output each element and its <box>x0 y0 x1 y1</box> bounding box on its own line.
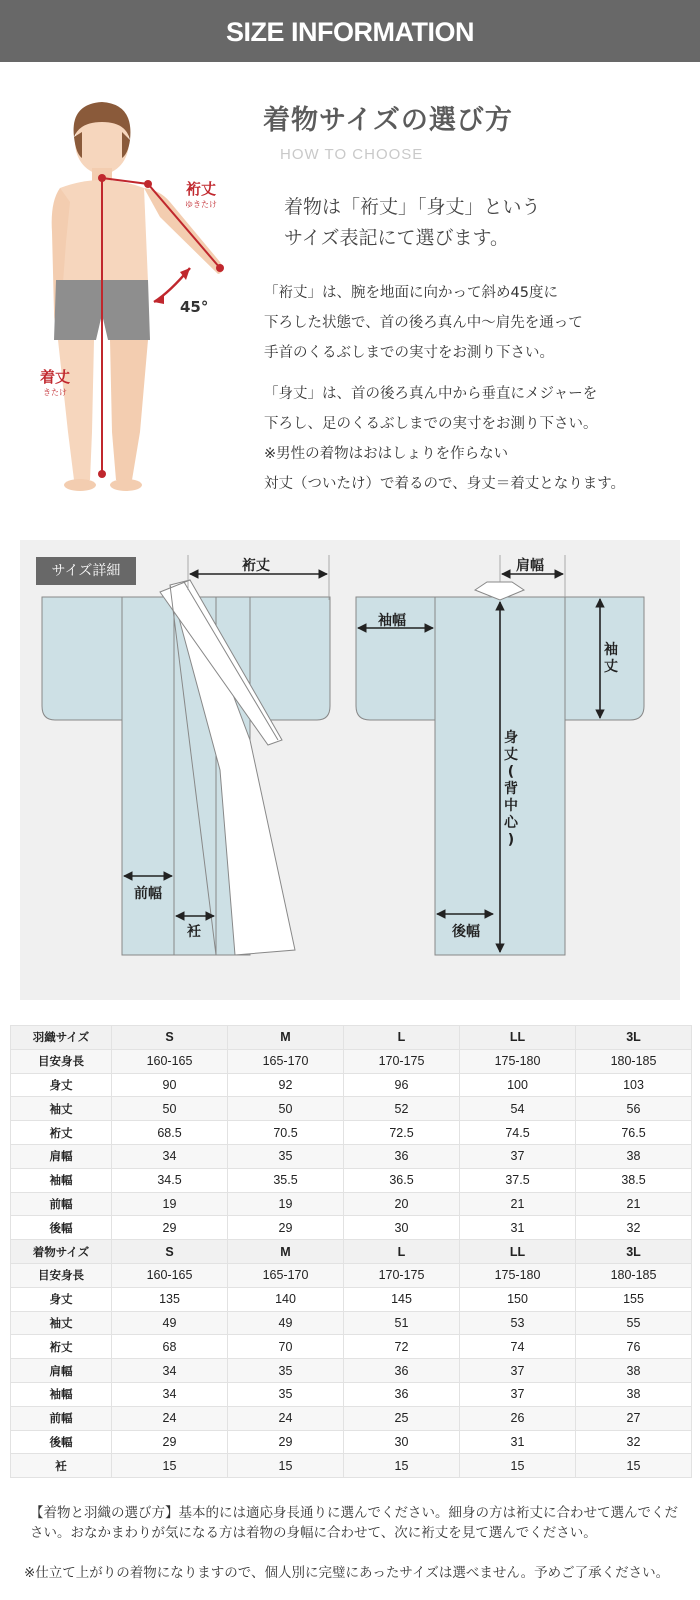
row-label: 身丈 <box>11 1287 112 1311</box>
table-cell: 30 <box>344 1430 460 1454</box>
table-cell: 68.5 <box>112 1121 228 1145</box>
table-cell: 165-170 <box>228 1263 344 1287</box>
table-cell: 38 <box>576 1144 692 1168</box>
table-cell: 49 <box>112 1311 228 1335</box>
table-cell: 180-185 <box>576 1263 692 1287</box>
table-cell: 36 <box>344 1359 460 1383</box>
table-cell: 19 <box>228 1192 344 1216</box>
table-cell: 155 <box>576 1287 692 1311</box>
table-cell: 35.5 <box>228 1168 344 1192</box>
row-label: 肩幅 <box>11 1359 112 1383</box>
table-cell: 15 <box>344 1454 460 1478</box>
table-cell: 29 <box>112 1430 228 1454</box>
row-label: 裄丈 <box>11 1121 112 1145</box>
table-cell: 37 <box>460 1359 576 1383</box>
table-row <box>11 1430 692 1454</box>
yuki-description <box>264 278 583 368</box>
table-cell: LL <box>460 1240 576 1264</box>
table-cell: 34.5 <box>112 1168 228 1192</box>
table-row <box>11 1144 692 1168</box>
row-label: 身丈 <box>11 1073 112 1097</box>
size-detail-tag: サイズ詳細 <box>36 557 136 585</box>
table-cell: 170-175 <box>344 1263 460 1287</box>
mitake-char: 丈 <box>504 747 518 763</box>
table-cell: 15 <box>576 1454 692 1478</box>
mitake-char: 中 <box>504 798 518 814</box>
row-label: 裄丈 <box>11 1335 112 1359</box>
table-cell: 38 <box>576 1382 692 1406</box>
row-label: 肩幅 <box>11 1144 112 1168</box>
table-cell: 160-165 <box>112 1049 228 1073</box>
table-cell: 34 <box>112 1359 228 1383</box>
katahaba-label: 肩幅 <box>516 558 544 574</box>
table-cell: S <box>112 1026 228 1050</box>
mitake-char: 心 <box>504 815 518 831</box>
mitake-char: 身 <box>504 730 518 746</box>
table-cell: 31 <box>460 1430 576 1454</box>
table-row <box>11 1097 692 1121</box>
table-cell: 29 <box>228 1430 344 1454</box>
table-cell: 32 <box>576 1216 692 1240</box>
header-title: SIZE INFORMATION <box>226 17 474 47</box>
section-subtitle: HOW TO CHOOSE <box>280 146 424 163</box>
table-cell: LL <box>460 1026 576 1050</box>
table-cell: 165-170 <box>228 1049 344 1073</box>
table-cell: 3L <box>576 1026 692 1050</box>
para-line: 手首のくるぶしまでの実寸をお測り下さい。 <box>264 345 554 361</box>
kimono-header-row <box>11 1240 692 1264</box>
para-line: ※男性の着物はおはしょりを作らない <box>264 446 509 462</box>
row-label: 袖丈 <box>11 1097 112 1121</box>
sodehaba-label: 袖幅 <box>378 613 406 629</box>
row-label: 前幅 <box>11 1192 112 1216</box>
table-cell: 74 <box>460 1335 576 1359</box>
table-cell: 20 <box>344 1192 460 1216</box>
table-cell: 15 <box>460 1454 576 1478</box>
table-cell: 92 <box>228 1073 344 1097</box>
table-row <box>11 1216 692 1240</box>
kimono-front <box>42 580 330 955</box>
mitake-label <box>503 730 519 849</box>
table-cell: 31 <box>460 1216 576 1240</box>
kimono-diagram <box>20 540 680 1000</box>
table-cell: 35 <box>228 1359 344 1383</box>
table-cell: 103 <box>576 1073 692 1097</box>
table-cell: 96 <box>344 1073 460 1097</box>
table-cell: 51 <box>344 1311 460 1335</box>
table-row <box>11 1406 692 1430</box>
table-cell: 24 <box>228 1406 344 1430</box>
mitake-char: ( <box>507 764 515 780</box>
table-cell: L <box>344 1240 460 1264</box>
table-cell: 72.5 <box>344 1121 460 1145</box>
kitake-label-group <box>40 366 70 398</box>
table-cell: 145 <box>344 1287 460 1311</box>
ushirohaba-label: 後幅 <box>452 924 480 940</box>
kitake-reading: きたけ <box>43 388 67 397</box>
table-row <box>11 1454 692 1478</box>
kitake-label: 着丈 <box>40 368 71 386</box>
table-cell: 76 <box>576 1335 692 1359</box>
table-cell: 36.5 <box>344 1168 460 1192</box>
table-cell: 3L <box>576 1240 692 1264</box>
table-cell: 15 <box>228 1454 344 1478</box>
table-cell: M <box>228 1240 344 1264</box>
table-row <box>11 1049 692 1073</box>
lead-line: 着物は「裄丈」「身丈」という <box>284 196 541 218</box>
table-cell: 37 <box>460 1382 576 1406</box>
table-cell: 19 <box>112 1192 228 1216</box>
row-label: 衽 <box>11 1454 112 1478</box>
row-label: 目安身長 <box>11 1263 112 1287</box>
sodetake-label: 袖丈 <box>604 642 618 675</box>
table-row <box>11 1382 692 1406</box>
table-cell: 170-175 <box>344 1049 460 1073</box>
table-cell: 100 <box>460 1073 576 1097</box>
table-cell: 34 <box>112 1382 228 1406</box>
table-cell: 37 <box>460 1144 576 1168</box>
table-row <box>11 1335 692 1359</box>
table-cell: 72 <box>344 1335 460 1359</box>
table-cell: 175-180 <box>460 1049 576 1073</box>
table-cell: L <box>344 1026 460 1050</box>
table-cell: 25 <box>344 1406 460 1430</box>
row-label: 後幅 <box>11 1430 112 1454</box>
table-row <box>11 1311 692 1335</box>
size-table <box>10 1025 692 1478</box>
table-cell: 36 <box>344 1382 460 1406</box>
table-cell: 70 <box>228 1335 344 1359</box>
row-label: 後幅 <box>11 1216 112 1240</box>
row-label: 目安身長 <box>11 1049 112 1073</box>
table-cell: 70.5 <box>228 1121 344 1145</box>
table-row <box>11 1263 692 1287</box>
front-yuki-label: 裄丈 <box>242 558 270 574</box>
table-cell: 29 <box>228 1216 344 1240</box>
table-cell: 15 <box>112 1454 228 1478</box>
row-label: 羽織サイズ <box>11 1026 112 1050</box>
para-line: 下ろし、足のくるぶしまでの実寸をお測り下さい。 <box>264 416 598 432</box>
table-cell: 35 <box>228 1382 344 1406</box>
table-cell: 38.5 <box>576 1168 692 1192</box>
mitake-description <box>264 379 625 499</box>
para-line: 「裄丈」は、腕を地面に向かって斜め45度に <box>264 285 558 301</box>
haori-header-row <box>11 1026 692 1050</box>
table-cell: 90 <box>112 1073 228 1097</box>
table-cell: 53 <box>460 1311 576 1335</box>
yuki-label-group <box>185 178 217 210</box>
row-label: 前幅 <box>11 1406 112 1430</box>
table-row <box>11 1192 692 1216</box>
table-cell: 50 <box>112 1097 228 1121</box>
table-cell: 150 <box>460 1287 576 1311</box>
yuki-reading: ゆきたけ <box>185 200 217 209</box>
mitake-char: ) <box>507 832 515 848</box>
table-row <box>11 1073 692 1097</box>
table-cell: 32 <box>576 1430 692 1454</box>
row-label: 袖丈 <box>11 1311 112 1335</box>
table-cell: 140 <box>228 1287 344 1311</box>
page-header <box>0 0 700 62</box>
lead-text <box>284 192 541 254</box>
table-cell: 26 <box>460 1406 576 1430</box>
row-label: 袖幅 <box>11 1168 112 1192</box>
row-label: 袖幅 <box>11 1382 112 1406</box>
section-title: 着物サイズの選び方 <box>263 105 513 136</box>
table-cell: 37.5 <box>460 1168 576 1192</box>
mitake-char: 背 <box>504 781 518 797</box>
table-cell: 29 <box>112 1216 228 1240</box>
table-row <box>11 1168 692 1192</box>
table-cell: 54 <box>460 1097 576 1121</box>
table-cell: 175-180 <box>460 1263 576 1287</box>
table-cell: 21 <box>460 1192 576 1216</box>
table-row <box>11 1121 692 1145</box>
table-cell: 24 <box>112 1406 228 1430</box>
maehaba-label: 前幅 <box>134 886 162 902</box>
table-cell: 180-185 <box>576 1049 692 1073</box>
okumi-label: 衽 <box>187 924 201 940</box>
angle-label: 45° <box>180 298 209 316</box>
table-cell: 135 <box>112 1287 228 1311</box>
yuki-label: 裄丈 <box>185 180 216 198</box>
table-cell: 35 <box>228 1144 344 1168</box>
row-label: 着物サイズ <box>11 1240 112 1264</box>
disclaimer-note: ※仕立て上がりの着物になりますので、個人別に完璧にあったサイズは選べません。予めご了承ください。 <box>24 1565 670 1581</box>
table-cell: 38 <box>576 1359 692 1383</box>
para-line: 下ろした状態で、首の後ろ真ん中～肩先を通って <box>264 315 583 331</box>
table-cell: 52 <box>344 1097 460 1121</box>
table-row <box>11 1359 692 1383</box>
table-cell: 50 <box>228 1097 344 1121</box>
para-line: 対丈（ついたけ）で着るので、身丈＝着丈となります。 <box>264 476 626 492</box>
table-cell: 49 <box>228 1311 344 1335</box>
table-cell: S <box>112 1240 228 1264</box>
table-cell: 27 <box>576 1406 692 1430</box>
table-cell: 76.5 <box>576 1121 692 1145</box>
lead-line: サイズ表記にて選びます。 <box>284 227 509 249</box>
table-cell: 160-165 <box>112 1263 228 1287</box>
table-cell: 30 <box>344 1216 460 1240</box>
para-line: 「身丈」は、首の後ろ真ん中から垂直にメジャーを <box>264 386 598 402</box>
table-cell: 56 <box>576 1097 692 1121</box>
choose-note: 【着物と羽織の選び方】基本的には適応身長通りに選んでください。細身の方は裄丈に合わせて選んでください。おなかまわりが気になる方は着物の身幅に合わせて、次に裄丈を見て選んでください。 <box>30 1505 678 1541</box>
table-cell: 21 <box>576 1192 692 1216</box>
table-cell: 74.5 <box>460 1121 576 1145</box>
table-cell: 36 <box>344 1144 460 1168</box>
body-figure <box>30 92 250 512</box>
table-cell: M <box>228 1026 344 1050</box>
table-cell: 34 <box>112 1144 228 1168</box>
table-cell: 55 <box>576 1311 692 1335</box>
table-row <box>11 1287 692 1311</box>
table-cell: 68 <box>112 1335 228 1359</box>
